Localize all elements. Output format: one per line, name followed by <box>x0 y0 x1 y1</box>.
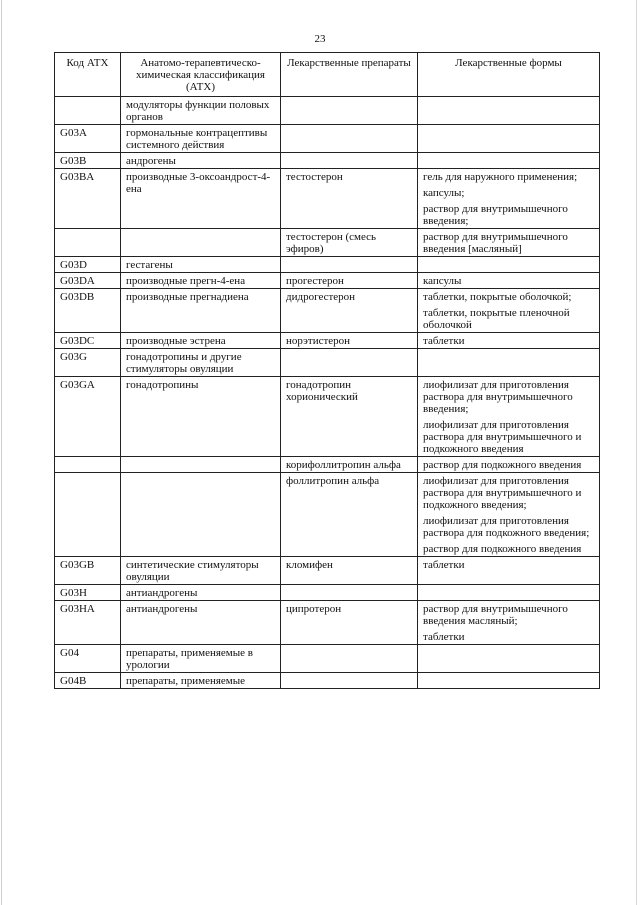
dosage-forms-cell <box>418 229 600 257</box>
classification-cell: препараты, применяемые в урологии <box>121 645 281 673</box>
atx-code-cell: G03DA <box>55 273 121 289</box>
atx-code-cell: G03G <box>55 349 121 377</box>
drug-cell <box>281 153 418 169</box>
table-row <box>55 557 600 585</box>
drug-cell <box>281 257 418 273</box>
classification-cell <box>121 229 281 257</box>
drug-cell: прогестерон <box>281 273 418 289</box>
classification-cell <box>121 457 281 473</box>
drug-cell <box>281 349 418 377</box>
drug-cell: норэтистерон <box>281 333 418 349</box>
classification-cell: производные эстрена <box>121 333 281 349</box>
page-number: 23 <box>314 33 326 45</box>
table-row <box>55 349 600 377</box>
dosage-form-item <box>418 673 599 676</box>
atx-table <box>54 52 600 689</box>
dosage-form-item: таблетки, покрытые пленочной оболочкой <box>423 307 570 331</box>
dosage-form-item: раствор для внутримышечного введения; <box>423 203 568 227</box>
classification-cell: модуляторы функции половых органов <box>121 97 281 125</box>
dosage-form-item: раствор для подкожного введения <box>423 459 582 471</box>
atx-code-cell: G04B <box>55 673 121 689</box>
dosage-form-item: лиофилизат для приготовления раствора для внутримышечного и подкожного введения; <box>423 475 582 511</box>
dosage-forms-cell <box>418 585 600 601</box>
drug-cell: ципротерон <box>281 601 418 645</box>
header-classification: Анатомо-терапевтическо-химическая классификация (АТХ) <box>121 53 281 97</box>
dosage-forms-cell <box>418 169 600 229</box>
atx-code-cell: G04 <box>55 645 121 673</box>
atx-code-cell: G03GB <box>55 557 121 585</box>
table-row <box>55 585 600 601</box>
classification-cell: производные прегн-4-ена <box>121 273 281 289</box>
table-row <box>55 257 600 273</box>
table-row <box>55 473 600 557</box>
atx-code-cell: G03H <box>55 585 121 601</box>
dosage-form-item: лиофилизат для приготовления раствора для подкожного введения; <box>423 515 590 539</box>
table-row <box>55 229 600 257</box>
dosage-forms-cell <box>418 645 600 673</box>
dosage-form-item: лиофилизат для приготовления раствора для внутримышечного введения; <box>423 379 573 415</box>
atx-code-cell <box>55 229 121 257</box>
classification-cell: производные прегнадиена <box>121 289 281 333</box>
atx-code-cell <box>55 457 121 473</box>
dosage-form-item <box>418 585 599 588</box>
table-header-row <box>55 53 600 97</box>
dosage-form-item <box>418 153 599 156</box>
dosage-forms-cell <box>418 125 600 153</box>
drug-cell <box>281 585 418 601</box>
dosage-forms-cell <box>418 557 600 585</box>
dosage-form-item: лиофилизат для приготовления раствора для внутримышечного и подкожного введения <box>423 419 582 455</box>
dosage-form-item: гель для наружного применения; <box>423 171 578 183</box>
table-row <box>55 377 600 457</box>
classification-cell: антиандрогены <box>121 585 281 601</box>
header-dosage-forms: Лекарственные формы <box>418 53 600 97</box>
table-row <box>55 333 600 349</box>
atx-code-cell: G03GA <box>55 377 121 457</box>
atx-code-cell: G03B <box>55 153 121 169</box>
dosage-form-item: капсулы <box>423 275 462 287</box>
dosage-forms-cell <box>418 349 600 377</box>
dosage-form-item: раствор для подкожного введения <box>423 543 582 555</box>
dosage-forms-cell <box>418 377 600 457</box>
drug-cell: тестостерон <box>281 169 418 229</box>
dosage-form-item: таблетки <box>423 335 465 347</box>
drug-cell: тестостерон (смесь эфиров) <box>281 229 418 257</box>
scan-edge-left <box>1 0 2 905</box>
table-row <box>55 673 600 689</box>
atx-code-cell <box>55 473 121 557</box>
table-row <box>55 289 600 333</box>
drug-cell: корифоллитропин альфа <box>281 457 418 473</box>
dosage-forms-cell <box>418 333 600 349</box>
atx-code-cell: G03D <box>55 257 121 273</box>
classification-cell <box>121 473 281 557</box>
atx-code-cell: G03DC <box>55 333 121 349</box>
atx-code-cell: G03HA <box>55 601 121 645</box>
dosage-form-item <box>418 645 599 648</box>
atx-code-cell: G03BA <box>55 169 121 229</box>
dosage-form-item: раствор для внутримышечного введения масляный; <box>423 603 568 627</box>
dosage-forms-cell <box>418 601 600 645</box>
classification-cell: препараты, применяемые <box>121 673 281 689</box>
dosage-forms-cell <box>418 289 600 333</box>
dosage-form-item: раствор для внутримышечного введения [масляный] <box>423 231 568 255</box>
classification-cell: производные 3-оксоандрост-4-ена <box>121 169 281 229</box>
classification-cell: андрогены <box>121 153 281 169</box>
classification-cell: гормональные контрацептивы системного действия <box>121 125 281 153</box>
drug-cell: дидрогестерон <box>281 289 418 333</box>
drug-cell <box>281 97 418 125</box>
table-row <box>55 273 600 289</box>
dosage-forms-cell <box>418 457 600 473</box>
dosage-form-item <box>418 97 599 100</box>
drug-cell <box>281 645 418 673</box>
table-row <box>55 457 600 473</box>
table-row <box>55 169 600 229</box>
atx-code-cell: G03A <box>55 125 121 153</box>
dosage-forms-cell <box>418 473 600 557</box>
dosage-form-item: таблетки <box>423 559 465 571</box>
dosage-forms-cell <box>418 273 600 289</box>
header-drugs: Лекарственные препараты <box>281 53 418 97</box>
scan-edge-right <box>636 0 637 905</box>
classification-cell: гестагены <box>121 257 281 273</box>
drug-cell: кломифен <box>281 557 418 585</box>
atx-code-cell: G03DB <box>55 289 121 333</box>
drug-cell: фоллитропин альфа <box>281 473 418 557</box>
dosage-forms-cell <box>418 257 600 273</box>
drug-cell <box>281 125 418 153</box>
table-row <box>55 601 600 645</box>
table-row <box>55 153 600 169</box>
table-row <box>55 97 600 125</box>
drug-cell <box>281 673 418 689</box>
dosage-forms-cell <box>418 153 600 169</box>
table-row <box>55 125 600 153</box>
dosage-form-item <box>418 349 599 352</box>
dosage-form-item <box>418 125 599 128</box>
dosage-forms-cell <box>418 673 600 689</box>
classification-cell: антиандрогены <box>121 601 281 645</box>
dosage-form-item: таблетки <box>423 631 465 643</box>
table-body <box>55 97 600 689</box>
drug-cell: гонадотропин хорионический <box>281 377 418 457</box>
dosage-form-item <box>418 257 599 260</box>
dosage-forms-cell <box>418 97 600 125</box>
classification-cell: синтетические стимуляторы овуляции <box>121 557 281 585</box>
classification-cell: гонадотропины <box>121 377 281 457</box>
table-row <box>55 645 600 673</box>
classification-cell: гонадотропины и другие стимуляторы овуляции <box>121 349 281 377</box>
dosage-form-item: таблетки, покрытые оболочкой; <box>423 291 572 303</box>
atx-code-cell <box>55 97 121 125</box>
header-atx-code: Код АТХ <box>55 53 121 97</box>
dosage-form-item: капсулы; <box>423 187 465 199</box>
